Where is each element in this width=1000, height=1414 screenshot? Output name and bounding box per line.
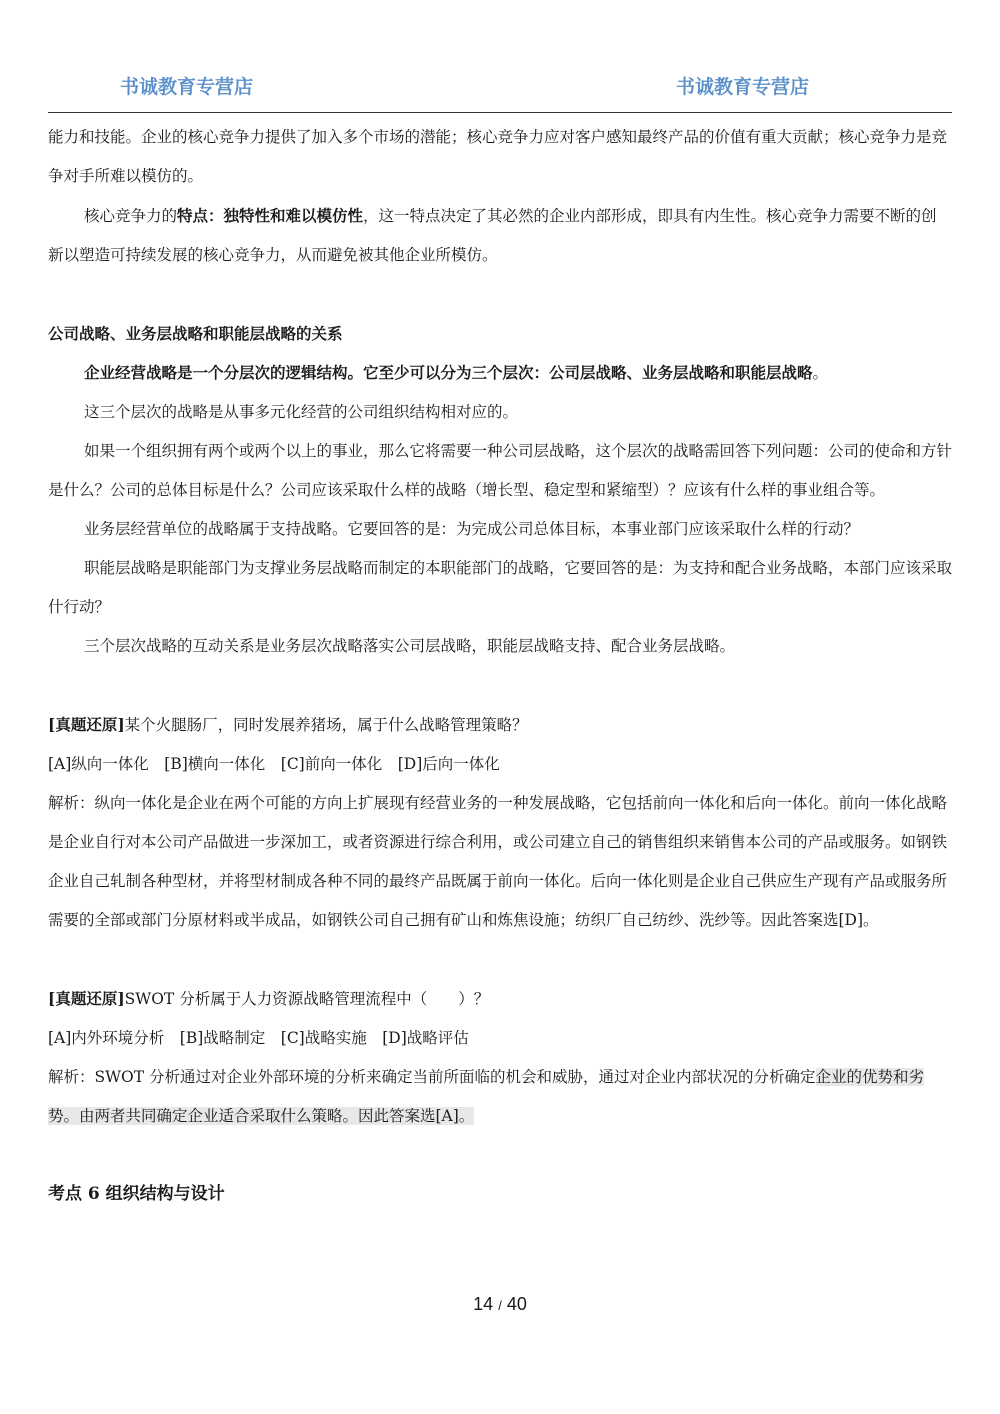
section-heading-org-structure: 考点 6 组织结构与设计 [48,1184,225,1204]
paragraph-strategy-structure [48,353,952,393]
paragraph-three-levels: 这三个层次的战略是从事多元化经营的公司组织结构相对应的。 [84,403,519,421]
header-store-name-right: 书诚教育专营店 [676,76,810,98]
question-1 [48,705,952,745]
bold-features: 特点：独特性和难以模仿性 [177,206,364,225]
current-page: 14 [473,1294,494,1314]
paragraph-core-competence-features [48,196,952,275]
paragraph-functional-strategy: 职能层战略是职能部门为支撑业务层战略而制定的本职能部门的战略，它要回答的是：为支持和配合业务战略，本部门应该采取什行动？ [48,559,953,616]
text-run: 核心竞争力的 [84,207,178,225]
text-run: ，这一特点决定了其必然的企业内部形成，即具有内生性。核心竞争力需要不断的创新以塑造可持续发展的核心竞争力，从而避免被其他企业所模仿。 [48,207,937,264]
header-store-name-left: 书诚教育专营店 [120,76,254,98]
paragraph-core-competence-end: 能力和技能。企业的核心竞争力提供了加入多个市场的潜能；核心竞争力应对客户感知最终产品的价值有重大贡献；核心竞争力是竞争对手所难以模仿的。 [48,128,948,185]
question-2-options: [A]内外环境分析 [B]战略制定 [C]战略实施 [D]战略评估 [48,1029,469,1047]
question-tag: [真题还原] [48,715,125,734]
text-run: 。 [812,364,829,382]
question-1-options: [A]纵向一体化 [B]横向一体化 [C]前向一体化 [D]后向一体化 [48,755,500,773]
header-divider [48,112,952,113]
question-text: 某个火腿肠厂，同时发展养猪场，属于什么战略管理策略？ [124,716,528,734]
question-text: SWOT 分析属于人力资源战略管理流程中（ ）？ [124,990,490,1008]
paragraph-business-strategy: 业务层经营单位的战略属于支持战略。它要回答的是：为完成公司总体目标，本事业部门应该采取什么样的行动？ [84,520,860,538]
question-1-analysis: 解析：纵向一体化是企业在两个可能的方向上扩展现有经营业务的一种发展战略，它包括前向一体化和后向一体化。前向一体化战略是企业自行对本公司产品做进一步深加工，或者资源进行综合利用，或公司建立自己的销售组织来销售本公司的产品或服务。如钢铁企业自己轧制各种型材，并将型材制成各种不同的最终产品既属于前向一体化。后向一体化则是企业自己供应生产现有产品或服务所需要的全部或部门分原材料或半成品，如钢铁公司自己拥有矿山和炼焦设施；纺织厂自己纺纱、洗纱等。因此答案选[D]。 [48,794,948,929]
total-pages: 40 [506,1294,527,1314]
page-content [48,118,952,1214]
page-separator: / [498,1298,502,1313]
page-number [0,1294,1000,1315]
question-2 [48,979,952,1019]
section-heading-strategy-levels: 公司战略、业务层战略和职能层战略的关系 [48,324,343,343]
text-run: 解析：SWOT 分析通过对企业外部环境的分析来确定当前所面临的机会和威胁，通过对企业内部状况的分析确定 [48,1068,816,1086]
paragraph-corporate-strategy: 如果一个组织拥有两个或两个以上的事业，那么它将需要一种公司层战略，这个层次的战略需回答下列问题：公司的使命和方针是什么？公司的总体目标是什么？公司应该采取什么样的战略（增长型、稳定型和紧缩型）？应该有什么样的事业组合等。 [48,442,953,499]
paragraph-interaction: 三个层次战略的互动关系是业务层次战略落实公司层战略，职能层战略支持、配合业务层战略。 [84,637,736,655]
question-2-analysis [48,1058,952,1136]
highlighted-text: 企业的优势和劣势。由两者共同确定企业适合采取什么策略。因此答案选[A]。 [48,1068,925,1125]
text-run: 企业经营战略是一个分层次的逻辑结构。它至少可以分为三个层次：公司层战略、业务层战略和职能层战略 [84,363,813,382]
question-tag: [真题还原] [48,989,125,1008]
